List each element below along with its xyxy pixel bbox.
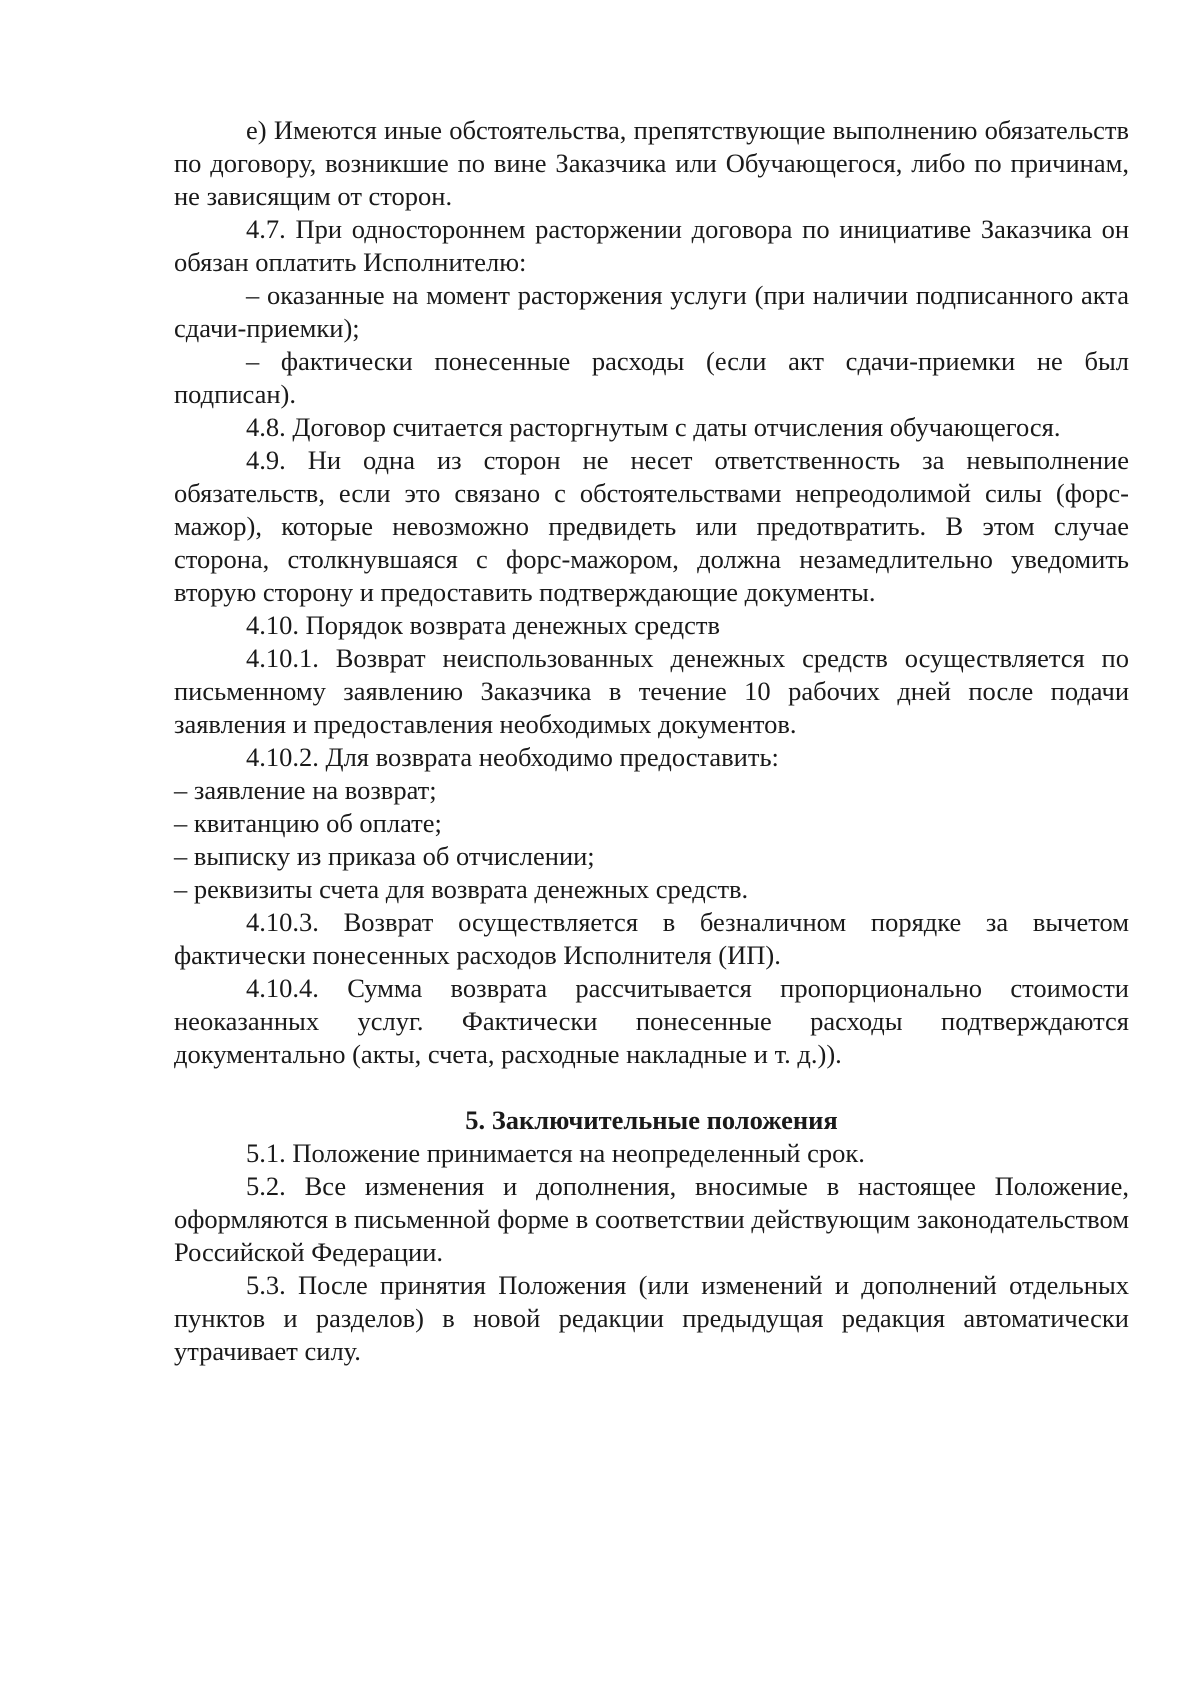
list-item: – заявление на возврат; <box>174 775 437 805</box>
list-item: – реквизиты счета для возврата денежных средств. <box>174 874 749 904</box>
paragraph-4-10-2: 4.10.2. Для возврата необходимо предоставить: <box>246 742 779 772</box>
list-item: – фактически понесенные расходы (если акт сдачи-приемки не был подписан). <box>174 346 1129 409</box>
paragraph-4-8: 4.8. Договор считается расторгнутым с даты отчисления обучающегося. <box>246 412 1061 442</box>
paragraph-5-1: 5.1. Положение принимается на неопределенный срок. <box>246 1138 865 1168</box>
paragraph-4-10-1: 4.10.1. Возврат неиспользованных денежных средств осуществляется по письменному заявлению Заказчика в течение 10 рабочих дней после подачи заявления и предоставления необходимых документов. <box>174 643 1129 739</box>
paragraph-4-7: 4.7. При одностороннем расторжении договора по инициативе Заказчика он обязан оплатить Исполнителю: <box>174 214 1129 277</box>
section-spacer <box>174 1071 1129 1104</box>
paragraph-4-10: 4.10. Порядок возврата денежных средств <box>246 610 720 640</box>
paragraph-4-10-3: 4.10.3. Возврат осуществляется в безналичном порядке за вычетом фактически понесенных расходов Исполнителя (ИП). <box>174 907 1129 970</box>
document-page <box>174 114 1129 1368</box>
section-4-continuation <box>174 114 1129 1071</box>
list-item: – оказанные на момент расторжения услуги (при наличии подписанного акта сдачи-приемки); <box>174 280 1129 343</box>
paragraph-4-9: 4.9. Ни одна из сторон не несет ответственность за невыполнение обязательств, если это связано с обстоятельствами непреодолимой силы (форс-мажор), которые невозможно предвидеть или предотвратить. В этом случае сторона, столкнувшаяся с форс-мажором, должна незамедлительно уведомить вторую сторону и предоставить подтверждающие документы. <box>174 445 1129 607</box>
list-item: – квитанцию об оплате; <box>174 808 442 838</box>
list-item: – выписку из приказа об отчислении; <box>174 841 595 871</box>
paragraph-item-e: е) Имеются иные обстоятельства, препятствующие выполнению обязательств по договору, возникшие по вине Заказчика или Обучающегося, либо по причинам, не зависящим от сторон. <box>174 115 1129 211</box>
paragraph-5-2: 5.2. Все изменения и дополнения, вносимые в настоящее Положение, оформляются в письменной форме в соответствии действующим законодательством Российской Федерации. <box>174 1171 1129 1267</box>
paragraph-4-10-4: 4.10.4. Сумма возврата рассчитывается пропорционально стоимости неоказанных услуг. Фактически понесенные расходы подтверждаются документально (акты, счета, расходные накладные и т. д.)). <box>174 973 1129 1069</box>
section-5 <box>174 1104 1129 1368</box>
paragraph-5-3: 5.3. После принятия Положения (или изменений и дополнений отдельных пунктов и разделов) в новой редакции предыдущая редакция автоматически утрачивает силу. <box>174 1270 1129 1366</box>
section-heading: 5. Заключительные положения <box>465 1105 838 1135</box>
